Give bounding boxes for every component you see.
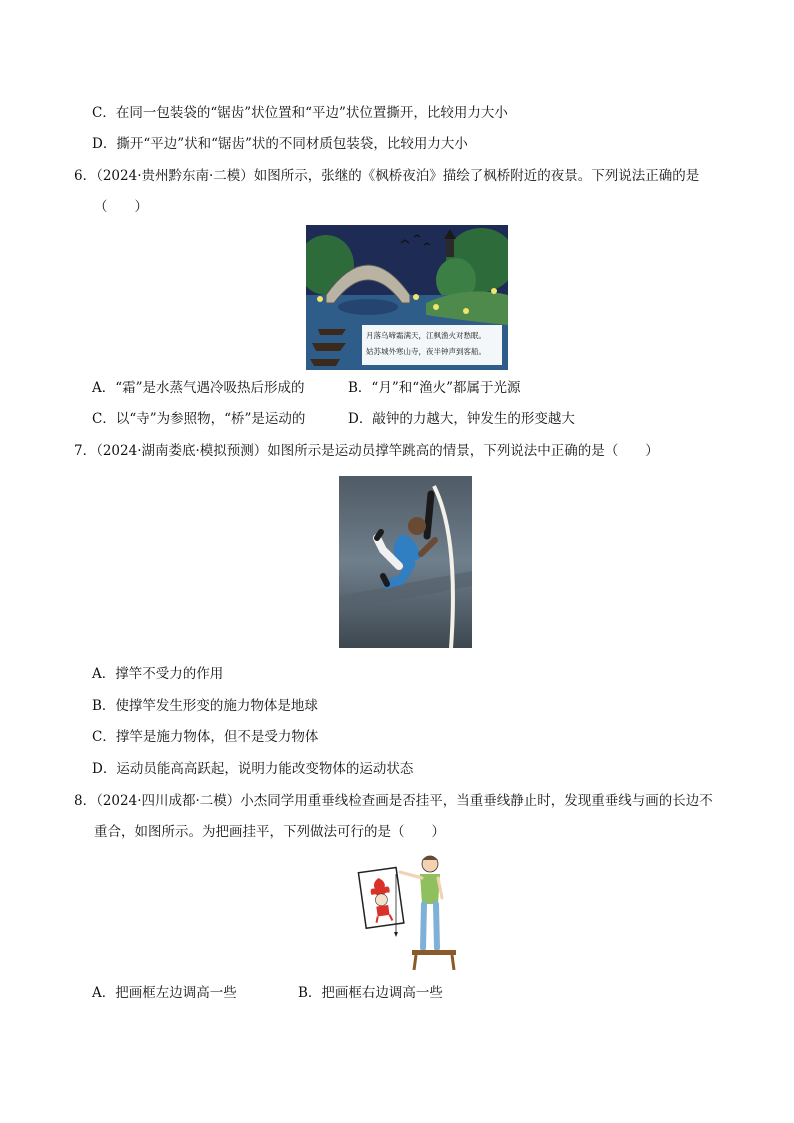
q8-figure-plumb-line (356, 852, 462, 970)
q6-option-d: D．敲钟的力越大，钟发生的形变越大 (348, 411, 575, 427)
q7-stem: 7．（2024·湖南娄底·模拟预测）如图所示是运动员撑竿跳高的情景，下列说法中正确的是（ ） (74, 443, 659, 459)
plumb-line-frame-icon (356, 852, 462, 970)
q8-option-b: B．把画框右边调高一些 (298, 985, 443, 1001)
q7-figure-pole-vault (339, 476, 472, 648)
option-prev-c: C．在同一包装袋的“锯齿”状位置和“平边”状位置撕开，比较用力大小 (92, 105, 508, 121)
q6-option-b: B．“月”和“渔火”都属于光源 (348, 380, 521, 396)
q7-option-c: C．撑竿是施力物体，但不是受力物体 (92, 729, 319, 745)
option-prev-d: D．撕开“平边”状和“锯齿”状的不同材质包装袋，比较用力大小 (92, 136, 468, 152)
q8-stem-line2: 重合，如图所示。为把画挂平，下列做法可行的是（ ） (94, 824, 445, 840)
q6-option-a: A．“霜”是水蒸气遇冷吸热后形成的 (92, 380, 305, 396)
q7-option-d: D．运动员能高高跃起，说明力能改变物体的运动状态 (92, 761, 414, 777)
q6-figure-maple-bridge (306, 225, 508, 370)
q7-option-b: B．使撑竿发生形变的施力物体是地球 (92, 698, 318, 714)
q6-stem: 6．（2024·贵州黔东南·二模）如图所示，张继的《枫桥夜泊》描绘了枫桥附近的夜景。下列说法正确的是 (74, 168, 700, 184)
poem-line-1: 月落乌啼霜满天，江枫渔火对愁眠。 (366, 331, 486, 340)
q7-option-a: A．撑竿不受力的作用 (92, 666, 224, 682)
poem-line-2: 姑苏城外寒山寺，夜半钟声到客船。 (366, 347, 486, 356)
q6-blank: （ ） (94, 199, 148, 215)
q8-stem-line1: 8．（2024·四川成都·二模）小杰同学用重垂线检查画是否挂平，当重垂线静止时，发现重垂线与画的长边不 (74, 793, 713, 809)
q8-option-a: A．把画框左边调高一些 (92, 985, 237, 1001)
q6-option-c: C．以“寺”为参照物，“桥”是运动的 (92, 411, 306, 427)
pole-vaulter-icon (339, 476, 472, 648)
